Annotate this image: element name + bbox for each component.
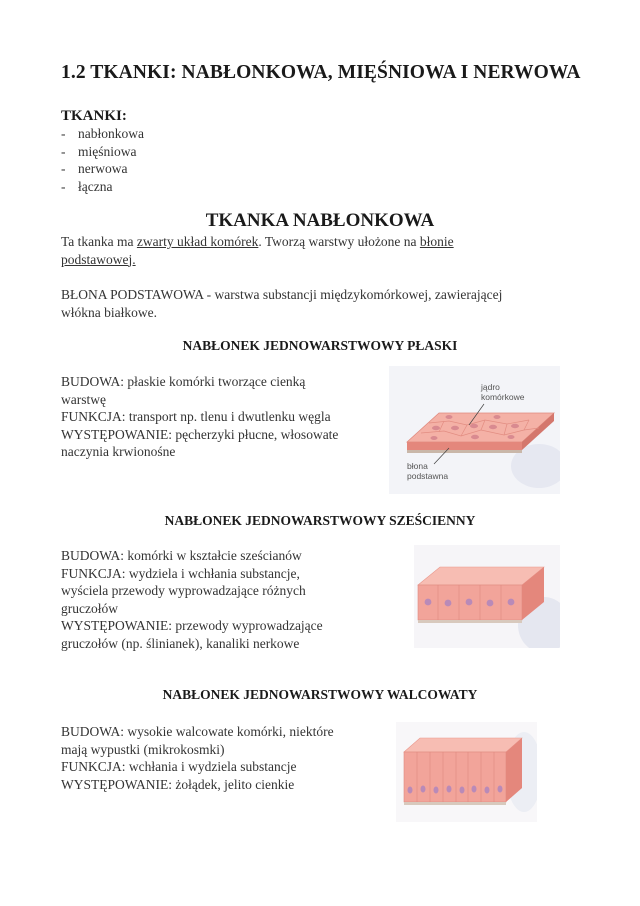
intro-underlined-term: zwarty układ komórek <box>136 234 259 249</box>
label-blona-line2: podstawna <box>407 471 449 481</box>
text-line: BUDOWA: wysokie walcowate komórki, niektóre <box>61 724 334 739</box>
intro-text: Ta tkanka ma <box>61 234 137 249</box>
list-item <box>61 160 144 178</box>
plaski-description <box>61 373 338 461</box>
list-dash: - <box>61 126 66 141</box>
text-line: FUNKCJA: wchłania i wydziela substancje <box>61 759 297 774</box>
text-line: WYSTĘPOWANIE: pęcherzyki płucne, włosowate <box>61 426 339 442</box>
cuboidal-epithelium-figure <box>414 545 560 648</box>
text-line: wyściela przewody wyprowadzające różnych <box>61 583 306 598</box>
subheading-plaski: NABŁONEK JEDNOWARSTWOWY PŁASKI <box>182 338 458 353</box>
list-item <box>61 125 144 143</box>
columnar-epithelium-figure <box>396 722 537 822</box>
blona-definition: BŁONA PODSTAWOWA - warstwa substancji międzykomórkowej, zawierającej włókna białkowe. <box>61 287 503 320</box>
subheading-szescienny: NABŁONEK JEDNOWARSTWOWY SZEŚCIENNY <box>164 513 476 528</box>
text-line: FUNKCJA: wydziela i wchłania substancje, <box>61 565 300 581</box>
text-line: WYSTĘPOWANIE: przewody wyprowadzające <box>61 618 323 633</box>
list-dash: - <box>61 161 66 176</box>
text-line: gruczołów (np. ślinianek), kanaliki nerkowe <box>61 635 300 651</box>
text-line: BUDOWA: komórki w kształcie sześcianów <box>61 548 302 563</box>
list-item <box>61 143 144 161</box>
list-item-label: mięśniowa <box>78 143 137 159</box>
squamous-epithelium-figure <box>389 366 560 494</box>
intro-paragraph <box>61 233 541 268</box>
intro-underlined-term: podstawowej. <box>61 251 136 267</box>
label-jadro-line2: komórkowe <box>481 392 525 402</box>
list-item-label: łączna <box>78 178 113 194</box>
text-line: warstwę <box>61 391 106 407</box>
szescienny-description <box>61 547 323 652</box>
text-line: BUDOWA: płaskie komórki tworzące cienką <box>61 374 306 389</box>
list-dash: - <box>61 143 66 159</box>
list-item-label: nabłonkowa <box>78 126 144 141</box>
list-item-label: nerwowa <box>78 161 128 176</box>
text-line: naczynia krwionośne <box>61 444 176 459</box>
walcowaty-description <box>61 723 334 793</box>
tkanki-list <box>61 125 144 195</box>
list-dash: - <box>61 178 66 194</box>
tkanki-heading: TKANKI: <box>61 108 127 124</box>
label-jadro-line1: jądro <box>481 382 500 392</box>
text-line: mają wypustki (mikrokosmki) <box>61 741 225 757</box>
intro-text: . Tworzą warstwy ułożone na <box>258 234 420 249</box>
section-heading-nablonkowa: TKANKA NABŁONKOWA <box>205 210 435 231</box>
text-line: gruczołów <box>61 600 118 616</box>
list-item <box>61 178 144 196</box>
page-title: 1.2 TKANKI: NABŁONKOWA, MIĘŚNIOWA I NERWOWA <box>61 62 581 83</box>
text-line: FUNKCJA: transport np. tlenu i dwutlenku węgla <box>61 409 331 424</box>
subheading-walcowaty: NABŁONEK JEDNOWARSTWOWY WALCOWATY <box>162 687 478 702</box>
text-line: WYSTĘPOWANIE: żołądek, jelito cienkie <box>61 776 295 792</box>
label-blona-line1: błona <box>407 461 428 471</box>
intro-underlined-term: błonie <box>419 234 454 249</box>
